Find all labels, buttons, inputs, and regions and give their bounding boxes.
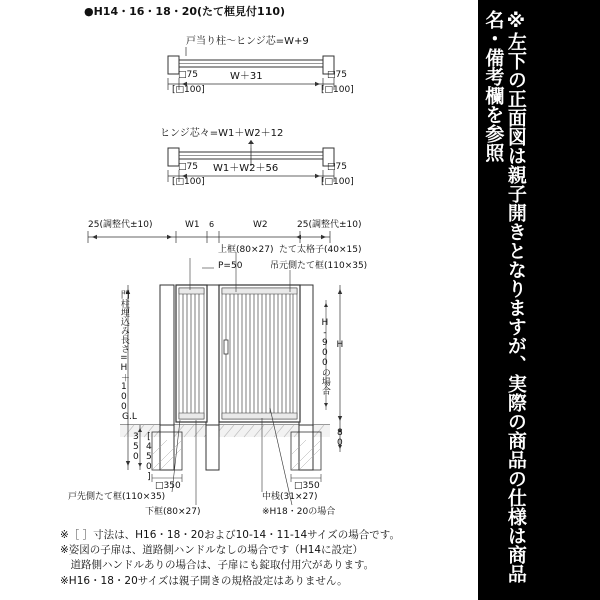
dim1-left-label: □75 xyxy=(178,70,198,80)
dim1-caption: 戸当り柱～ヒンジ芯=W+9 xyxy=(186,36,309,47)
label-base-left: □350 xyxy=(155,481,181,491)
dim1-right-sub: [□100] xyxy=(321,85,354,95)
dim2-caption: ヒンジ芯々=W1＋W2＋12 xyxy=(160,128,284,139)
callout-lower-frame: 下框(80×27) xyxy=(145,507,201,517)
dim2-left-label: □75 xyxy=(178,162,198,172)
footnotes xyxy=(60,528,470,589)
label-monchu-embed-length: 門柱埋込み長さ=H＋100 xyxy=(118,290,129,412)
footnote-1: ※姿図の子扉は、道路側ハンドルなしの場合です（H14に設定） xyxy=(60,544,364,557)
dim1-left-sub: [□100] xyxy=(172,85,205,95)
dim2-left-sub: [□100] xyxy=(172,177,205,187)
footnote-3: ※H16・18・20サイズは親子開きの規格設定はありません。 xyxy=(60,574,348,587)
callout-nakazan: 中桟(31×27) xyxy=(262,492,318,502)
footnote-0: ※［ ］寸法は、H16・18・20および10-14・11-14サイズの場合です。 xyxy=(60,529,400,541)
callout-pitch: P=50 xyxy=(218,261,243,271)
label-80: 80 xyxy=(334,428,345,448)
callout-h18-20-note: ※H18・20の場合 xyxy=(262,507,336,517)
dim-left-adjust: 25(調整代±10) xyxy=(88,220,153,230)
dim-w1: W1 xyxy=(185,220,200,230)
callout-tsurimoto-tate-kamachi: 吊元側たて框(110×35) xyxy=(270,261,368,271)
label-base-right: □350 xyxy=(294,481,320,491)
callout-tosaki-tate-kamachi: 戸先側たて框(110×35) xyxy=(68,492,166,502)
notice-banner-text: ※左下の正面図は親子開きとなりますが、実際の商品の仕様は商品名・備考欄を参照 xyxy=(482,10,527,583)
dim1-right-label: □75 xyxy=(327,70,347,80)
dim-w2: W2 xyxy=(253,220,268,230)
dim-6: 6 xyxy=(209,220,215,229)
label-450-bracket: [450] xyxy=(143,432,154,482)
page-title: ●H14・16・18・20(たて框見付110) xyxy=(84,5,286,18)
dim2-right-label: □75 xyxy=(327,162,347,172)
notice-banner xyxy=(478,0,600,600)
dim2-center-label: W1＋W2＋56 xyxy=(213,163,279,174)
label-H: H xyxy=(334,340,345,350)
label-ground-level: G.L xyxy=(122,412,137,422)
dim-right-adjust: 25(調整代±10) xyxy=(297,220,362,230)
dim2-right-sub: [□100] xyxy=(321,177,354,187)
callout-tate-futoshi-goushi: たて太格子(40×15) xyxy=(279,245,362,255)
label-350-left: 350 xyxy=(130,432,141,462)
footnote-2: 道路側ハンドルありの場合は、子扉にも錠取付用穴があります。 xyxy=(60,559,375,572)
label-H900: H-900の場合 xyxy=(319,318,330,395)
dim1-center-label: W＋31 xyxy=(230,71,263,82)
callout-upper-frame: 上框(80×27) xyxy=(218,245,274,255)
